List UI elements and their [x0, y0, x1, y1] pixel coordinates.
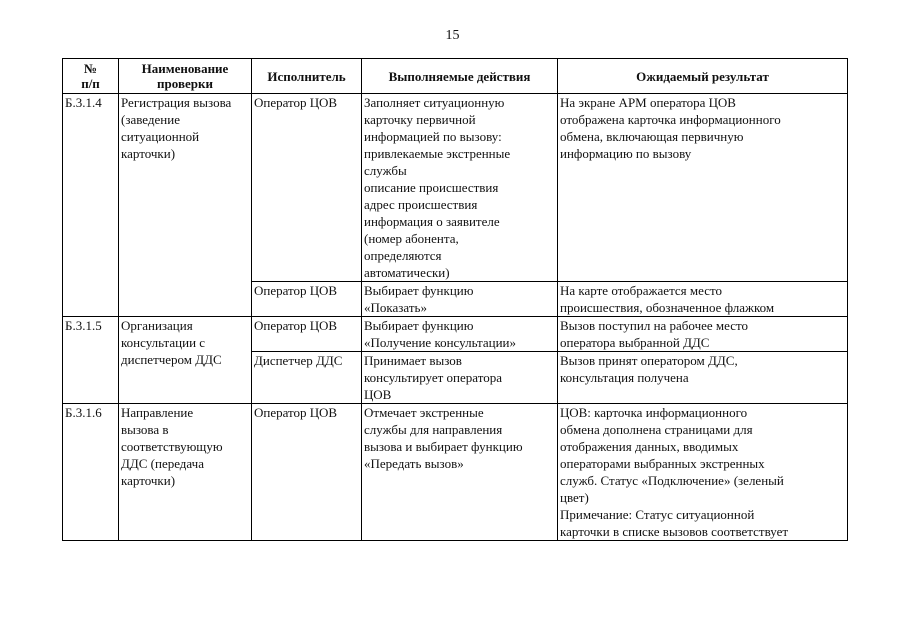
check-name	[119, 317, 252, 404]
actions-cell-line: адрес происшествия	[364, 197, 478, 212]
actions-cell	[362, 404, 558, 541]
actions-cell-line: ЦОВ	[364, 387, 392, 402]
actions-cell-line: «Передать вызов»	[364, 456, 464, 471]
row-number-line: Б.3.1.5	[65, 318, 102, 333]
actions-cell-line: (номер абонента,	[364, 231, 459, 246]
result-cell-line: Вызов поступил на рабочее место	[560, 318, 749, 333]
actions-cell-line: автоматически)	[364, 265, 450, 280]
check-name	[119, 404, 252, 541]
actions-cell-line: «Показать»	[364, 300, 427, 315]
actions-cell	[362, 94, 558, 282]
executor-cell-line: Оператор ЦОВ	[254, 318, 338, 333]
actions-cell-line: информацией по вызову:	[364, 129, 502, 144]
row-number	[63, 94, 119, 317]
check-name-line: консультации с	[121, 335, 206, 350]
actions-cell-line: службы	[364, 163, 407, 178]
result-cell-line: На экране АРМ оператора ЦОВ	[560, 95, 736, 110]
actions-cell	[362, 317, 558, 352]
actions-cell-line: описание происшествия	[364, 180, 499, 195]
result-cell-line: карточки в списке вызовов соответствует	[560, 524, 789, 539]
result-cell-line: оператора выбранной ДДС	[560, 335, 710, 350]
result-cell-line: ЦОВ: карточка информационного	[560, 405, 748, 420]
table-row	[63, 404, 848, 541]
result-cell-line: операторами выбранных экстренных	[560, 456, 765, 471]
result-cell	[558, 94, 848, 282]
actions-cell-line: Принимает вызов	[364, 353, 462, 368]
check-name-line: Организация	[121, 318, 193, 333]
header-executor: Исполнитель	[252, 59, 362, 94]
result-cell	[558, 282, 848, 317]
executor-cell-line: Оператор ЦОВ	[254, 95, 338, 110]
result-cell-line: происшествия, обозначенное флажком	[560, 300, 775, 315]
row-number	[63, 404, 119, 541]
result-cell-line: Примечание: Статус ситуационной	[560, 507, 755, 522]
check-name-line: Регистрация вызова	[121, 95, 232, 110]
result-cell	[558, 404, 848, 541]
actions-cell-line: определяются	[364, 248, 442, 263]
check-name-line: Направление	[121, 405, 194, 420]
result-cell	[558, 317, 848, 352]
result-cell-line: отображена карточка информационного	[560, 112, 781, 127]
actions-cell-line: Заполняет ситуационную	[364, 95, 505, 110]
table-row	[63, 317, 848, 352]
actions-cell	[362, 282, 558, 317]
row-number-line: Б.3.1.4	[65, 95, 102, 110]
actions-cell-line: службы для направления	[364, 422, 503, 437]
actions-cell-line: «Получение консультации»	[364, 335, 516, 350]
actions-cell-line: привлекаемые экстренные	[364, 146, 511, 161]
executor-cell	[252, 317, 362, 352]
test-procedure-table	[62, 58, 848, 541]
executor-cell	[252, 94, 362, 282]
check-name-line: карточки)	[121, 146, 176, 161]
actions-cell-line: Выбирает функцию	[364, 283, 474, 298]
actions-cell-line: информация о заявителе	[364, 214, 500, 229]
check-name-line: карточки)	[121, 473, 176, 488]
executor-cell-line: Оператор ЦОВ	[254, 283, 338, 298]
table-row	[63, 94, 848, 282]
result-cell-line: обмена дополнена страницами для	[560, 422, 753, 437]
page-number: 15	[445, 28, 460, 43]
executor-cell-line: Диспетчер ДДС	[254, 353, 343, 368]
result-cell-line: отображения данных, вводимых	[560, 439, 739, 454]
actions-cell-line: консультирует оператора	[364, 370, 502, 385]
check-name-line: (заведение	[121, 112, 180, 127]
header-result: Ожидаемый результат	[558, 59, 848, 94]
result-cell-line: информацию по вызову	[560, 146, 692, 161]
header-no: № п/п	[63, 59, 119, 94]
result-cell-line: цвет)	[560, 490, 589, 505]
actions-cell-line: Отмечает экстренные	[364, 405, 484, 420]
executor-cell	[252, 282, 362, 317]
header-actions: Выполняемые действия	[362, 59, 558, 94]
actions-cell	[362, 352, 558, 404]
check-name-line: вызова в	[121, 422, 169, 437]
executor-cell-line: Оператор ЦОВ	[254, 405, 338, 420]
executor-cell	[252, 404, 362, 541]
check-name-line: диспетчером ДДС	[121, 352, 222, 367]
result-cell	[558, 352, 848, 404]
actions-cell-line: вызова и выбирает функцию	[364, 439, 523, 454]
check-name	[119, 94, 252, 317]
row-number-line: Б.3.1.6	[65, 405, 102, 420]
actions-cell-line: Выбирает функцию	[364, 318, 474, 333]
table-header-row	[63, 59, 848, 94]
result-cell-line: Вызов принят оператором ДДС,	[560, 353, 738, 368]
result-cell-line: На карте отображается место	[560, 283, 723, 298]
header-name: Наименование проверки	[119, 59, 252, 94]
row-number	[63, 317, 119, 404]
result-cell-line: обмена, включающая первичную	[560, 129, 744, 144]
check-name-line: соответствующую	[121, 439, 223, 454]
check-name-line: ситуационной	[121, 129, 200, 144]
check-name-line: ДДС (передача	[121, 456, 204, 471]
executor-cell	[252, 352, 362, 404]
result-cell-line: консультация получена	[560, 370, 689, 385]
actions-cell-line: карточку первичной	[364, 112, 476, 127]
result-cell-line: служб. Статус «Подключение» (зеленый	[560, 473, 784, 488]
